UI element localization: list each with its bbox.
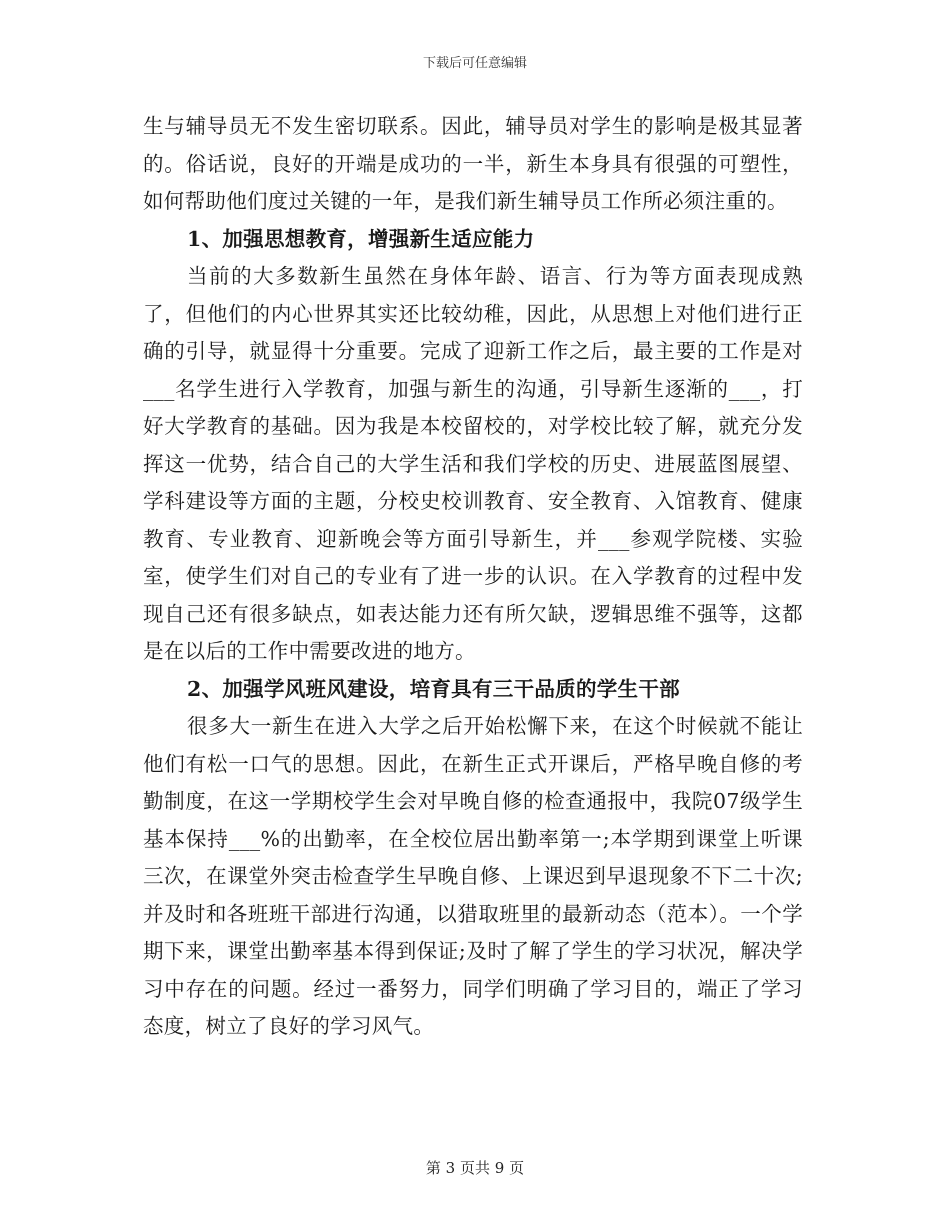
page-number: 第 3 页共 9 页 [425,1159,525,1177]
document-body [143,108,803,1046]
section-1-paragraph: 当前的大多数新生虽然在身体年龄、语言、行为等方面表现成熟了，但他们的内心世界其实还比较幼稚，因此，从思想上对他们进行正确的引导，就显得十分重要。完成了迎新工作之后，最主要的工作是对___名学生进行入学教育，加强与新生的沟通，引导新生逐渐的___，打好大学教育的基础。因为我是本校留校的，对学校比较了解，就充分发挥这一优势，结合自己的大学生活和我们学校的历史、进展蓝图展望、学科建设等方面的主题，分校史校训教育、安全教育、入馆教育、健康教育、专业教育、迎新晚会等方面引导新生，并___参观学院楼、实验室，使学生们对自己的专业有了进一步的认识。在入学教育的过程中发现自己还有很多缺点，如表达能力还有所欠缺，逻辑思维不强等，这都是在以后的工作中需要改进的地方。 [143,264,803,663]
header-text: 下载后可任意编辑 [422,56,527,71]
section-heading-2: 2、加强学风班风建设，培育具有三干品质的学生干部 [187,676,680,701]
page-header [0,52,950,71]
section-2-paragraph: 很多大一新生在进入大学之后开始松懈下来，在这个时候就不能让他们有松一口气的思想。因此，在新生正式开课后，严格早晚自修的考勤制度，在这一学期校学生会对早晚自修的检查通报中，我院07级学生基本保持___%的出勤率，在全校位居出勤率第一;本学期到课堂上听课三次，在课堂外突击检查学生早晚自修、上课迟到早退现象不下二十次;并及时和各班班干部进行沟通，以猎取班里的最新动态（范本）。一个学期下来，课堂出勤率基本得到保证;及时了解了学生的学习状况，解决学习中存在的问题。经过一番努力，同学们明确了学习目的，端正了学习态度，树立了良好的学习风气。 [143,714,803,1038]
page-footer [0,1157,950,1178]
intro-paragraph: 生与辅导员无不发生密切联系。因此，辅导员对学生的影响是极其显著的。俗话说，良好的开端是成功的一半，新生本身具有很强的可塑性，如何帮助他们度过关键的一年，是我们新生辅导员工作所必须注重的。 [143,114,803,213]
section-heading-1: 1、加强思想教育，增强新生适应能力 [187,226,535,251]
